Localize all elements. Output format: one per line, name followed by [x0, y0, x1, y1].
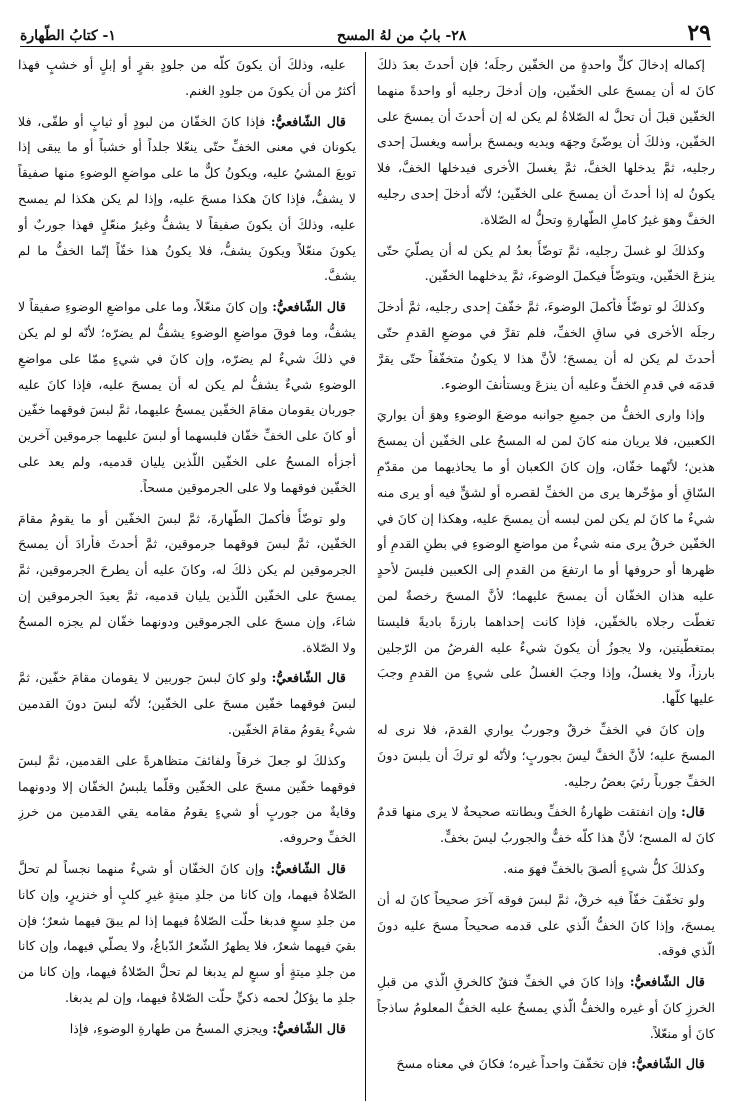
left-column	[18, 52, 356, 1105]
paragraph-text: وكذلكَ كلُّ شيءٍ ألصقَ بالخفِّ فهوَ منه.	[503, 860, 705, 876]
paragraph	[377, 856, 715, 882]
paragraph-text: فإذا كانَ الخفّان من لبودٍ أو ثيابٍ أو طفّى، فلا يكونان في معنى الخفِّ حتّى ينعّلا جلداً أو خشباً أو ما يبقى إذا توبعَ المشيُ عليه، ويكونُ كلٌّ ما على مواضعِ الوضوءِ منها صفيقاً لا يشفُّ، فإذا كانَ هكذا مسحَ عليه، وإذا لم يكن هكذا لم يمسح عليه، وذلكَ أن يكونَ صفيقاً لا يشفُّ وغيرُ منعّلٍ فهذا جوربٌ أو يكونَ منعّلاً ويكونَ يشفُّ، فلا يكونُ هذا خفّاً إنّما الخفُّ ما لم يشفَّ.	[18, 113, 356, 284]
paragraph-text: ولو توضّأَ فأكملَ الطّهارةَ، ثمَّ لبسَ الخفّين أو ما يقومُ مقامَ الخفّين، ثمَّ لبسَ فوقهما جرموقين، ثمَّ أحدثَ فأرادَ أن يمسحَ الجرموقين لم يكن ذلكَ له، وكانَ عليه أن يطرحَ الجرموقين، ثمَّ يمسحَ على الخفّين اللّذين يليان قدميه، ثمَّ يعيدَ الجرموقين إن شاءَ، وإن مسحَ على الجرموقين ودونهما خفّان لم يجزه المسحُ ولا الصّلاة.	[18, 510, 356, 655]
paragraph-text: وإذا كانَ في الخفِّ فتقٌ كالخرقِ الّذي من قبلِ الخرزِ كانَ أو غيره والخفُّ الّذي يمسحُ عليه الخفُّ المعلومُ ساذجاً كانَ أو منعّلاً.	[377, 974, 715, 1041]
paragraph	[377, 1051, 715, 1077]
paragraph-text: ويجزي المسحُ من طهارةِ الوضوءِ، فإذا	[69, 1020, 273, 1036]
paragraph-lead: قال الشّافعيُّ:	[270, 860, 346, 876]
paragraph	[18, 665, 356, 742]
paragraph	[18, 748, 356, 851]
paragraph	[377, 402, 715, 712]
paragraph-text: عليه، وذلكَ أن يكونَ كلّه من جلودٍ بقرٍ أو إبلٍ أو خشبٍ فهذا أكثرُ من أن يكونَ من جلودِ الغنم.	[18, 57, 356, 98]
paragraph-text: وكذلكَ لو توضّأَ فأكملَ الوضوءَ، ثمَّ خفّفَ إحدى رجليه، ثمَّ أدخلَ رجلَه الأخرى في ساقِ الخفِّ، فلم تقرَّ في موضعِ القدمِ حتّى أحدثَ لم يكن له أن يمسحَ؛ لأنَّ هذا لا يكونُ متخفّفاً حتّى يقرَّ قدمَه في قدمِ الخفِّ وعليه أن ينزعَ ويستأنفَ الوضوء.	[377, 299, 715, 392]
page-header	[20, 10, 711, 44]
paragraph-lead: قال الشّافعيُّ:	[629, 974, 705, 990]
paragraph	[18, 109, 356, 290]
paragraph-text: فإن تخفّفَ واحداً غيره؛ فكانَ في معناه مسحَ	[396, 1056, 632, 1072]
paragraph	[377, 969, 715, 1046]
paragraph	[377, 717, 715, 794]
paragraph-lead: قال:	[681, 804, 705, 820]
paragraph-text: وإن كانَ الخفّان أو شيءٌ منهما نجساً لم تحلَّ الصّلاةُ فيهما، وإن كانا من جلدِ ميتةٍ غيرِ كلبٍ أو خنزيرٍ، وإن كانا من جلدِ سبعٍ فدبغا حلّت الصّلاةُ فيهما إذا لم يبقَ فيهما شعرٌ؛ فإن بقيَ فيهما شعرٌ، فلا يطهرُ الشّعرُ الدّباغُ، ولا يصلّي فيهما، وإن كانا من جلدِ ميتةٍ أو سبعٍ لم يدبغا لم تحلَّ الصّلاةُ فيهما، وإن كانا من جلدِ ما يؤكلُ لحمه ذكيٍّ حلّت الصّلاةُ فيهما، وإن لم يدبغا.	[18, 860, 356, 1005]
paragraph-lead: قال الشّافعيُّ:	[272, 1020, 346, 1036]
paragraph	[377, 887, 715, 964]
paragraph	[18, 1016, 356, 1042]
paragraph	[377, 294, 715, 397]
column-divider	[365, 52, 366, 1101]
paragraph	[377, 799, 715, 851]
paragraph-text: وإذا وارى الخفُّ من جميعِ جوانبه موضعَ الوضوءِ وهوَ أن يواريَ الكعبين، فلا يريان منه كانَ لمن له المسحُ على الخفّين أن يمسحَ هذين؛ لأنّهما خفّان، وإن كانَ الكعبان أو ما يحاذيهما من مقدّمِ السّاقِ أو مؤخّرها يرى من الخفِّ لقصره أو لشقٍّ فيه أو يرى منه شيءٌ ما كانَ لم يكن لمن لبسه أن يمسحَ عليه، وهكذا إن كانَ في الخفّين خرقٌ يرى منه شيءٌ من مواضعِ الوضوءِ في بطنِ القدمِ أو ظهرها أو حروفها أو ما ارتفعَ من القدمِ إلى الكعبين فليسَ لأحدٍ عليه هذان الخفّان أن يمسحَ عليهما؛ لأنَّ المسحَ رخصةٌ لمن تغطّت رجلاه بالخفّين، فإذا كانت إحداهما بارزةً باديةً فليستا بمتغطّيتين، ولا يجوزُ أن يكونَ شيءٌ عليه الفرضُ من الرّجلين بارزاً، ولا يغسلُ، وإذا وجبَ الغسلُ على شيءٍ من القدمِ وجبَ عليها كلّها.	[377, 407, 715, 707]
paragraph	[18, 52, 356, 104]
paragraph	[377, 52, 715, 233]
paragraph	[377, 238, 715, 290]
paragraph-text: وإن كانَ منعّلاً، وما على مواضعِ الوضوءِ صفيقاً لا يشفُّ، وما فوقَ مواضعِ الوضوءِ يشفُّ لم يضرّه؛ لأنّه لو لم يكن في ذلكَ شيءٌ لم يضرّه، وإن كانَ في شيءٍ ممّا على مواضعِ الوضوءِ شيءٌ يشفُّ لم يكن له أن يمسحَ عليه، فإذا كانَ عليه جوربان يقومان مقامَ الخفّين يمسحُ عليهما، ثمَّ لبسَ فوقهما خفّين أو كانَ على الخفِّ خفّان فلبسهما أو لبسَ عليهما جرموقين آخرين أجزأه المسحُ على الخفّين اللّذين يليان قدميه، ولم يعد على الخفّين فوقهما ولا على الجرموقين مسحاً.	[18, 299, 356, 495]
page-number: ٢٩	[687, 20, 711, 46]
paragraph-lead: قال الشّافعيُّ:	[271, 670, 346, 686]
paragraph-text: وكذلكَ لو جعلَ خرقاً ولفائفَ متظاهرةً على القدمين، ثمَّ لبسَ فوقهما خفّين مسحَ على الخفّين وقلّما يلبسُ الخفّان إلا ودونهما وقايةٌ من جوربٍ أو شيءٍ يقومُ مقامه يقي القدمين من خرزِ الخفِّ وحروفه.	[18, 752, 356, 846]
paragraph-lead: قال الشّافعيُّ:	[272, 299, 346, 315]
paragraph-text: وكذلكَ لو غسلَ رجليه، ثمَّ توضّأَ بعدُ لم يكن له أن يصلّيَ حتّى ينزعَ الخفّين، ويتوضّأَ فيكملَ الوضوءَ، ثمَّ يدخلهما الخفّين.	[377, 242, 715, 284]
header-rule	[20, 46, 711, 47]
right-column	[377, 52, 715, 1105]
paragraph-text: وإن انفتقت ظهارةُ الخفِّ وبطانته صحيحةٌ لا يرى منها قدمٌ كانَ له المسح؛ لأنَّ هذا كلّه خفٌّ والجوربُ ليسَ بخفٍّ.	[377, 804, 715, 846]
paragraph	[18, 506, 356, 661]
paragraph-lead: قال الشّافعيُّ:	[270, 113, 346, 129]
paragraph	[18, 856, 356, 1011]
book-title: ١- كتابُ الطّهارة	[20, 28, 116, 44]
chapter-title: ٢٨- بابُ من لهُ المسح	[336, 28, 467, 44]
paragraph-text: وإن كانَ في الخفِّ خرقٌ وجوربٌ يواري القدمَ، فلا نرى له المسحَ عليه؛ لأنَّ الخفَّ ليسَ بجوربٍ؛ ولأنّه لو تركَ أن يلبسَ دونَ الخفِّ جورباً رئيَ بعضُ رجليه.	[377, 721, 715, 789]
paragraph-text: إكماله إدخالَ كلٍّ واحدةٍ من الخفّين رجلَه؛ فإن أحدثَ بعدَ ذلكَ كانَ له أن يمسحَ على الخفّين، وإن أدخلَ رجليه أو واحدةً منهما الخفّين قبلَ أن تحلَّ له الصّلاةُ لم يكن له إن أحدثَ أن يمسحَ على الخفّين، وذلكَ أن يوضّئَ وجهَه ويديه ويمسحَ برأسه ويغسلَ إحدى رجليه، ثمَّ يدخلها الخفَّ، ثمَّ يغسلَ الأخرى فيدخلها الخفَّ، فلا يكونُ له إذا أحدثَ أن يمسحَ على الخفّين؛ لأنّه أدخلَ إحدى رجليه الخفَّ وهوَ غيرُ كاملِ الطّهارةِ وتحلُّ له الصّلاة.	[377, 57, 715, 227]
paragraph	[18, 294, 356, 500]
paragraph-text: ولو كانَ لبسَ جوربين لا يقومان مقامَ خفّين، ثمَّ لبسَ فوقهما خفّين مسحَ على الخفّين؛ لأنّه لبسَ دونَ القدمين شيءٌ يقومُ مقامَ الخفّين.	[18, 670, 356, 737]
paragraph-lead: قال الشّافعيُّ:	[631, 1056, 705, 1072]
paragraph-text: ولو تخفّفَ خفّاً فيه خرقٌ، ثمَّ لبسَ فوقه آخرَ صحيحاً كانَ له أن يمسحَ، وإذا كانَ الخفُّ الّذي على قدمه صحيحاً مسحَ عليه دونَ الّذي فوقه.	[377, 891, 715, 959]
